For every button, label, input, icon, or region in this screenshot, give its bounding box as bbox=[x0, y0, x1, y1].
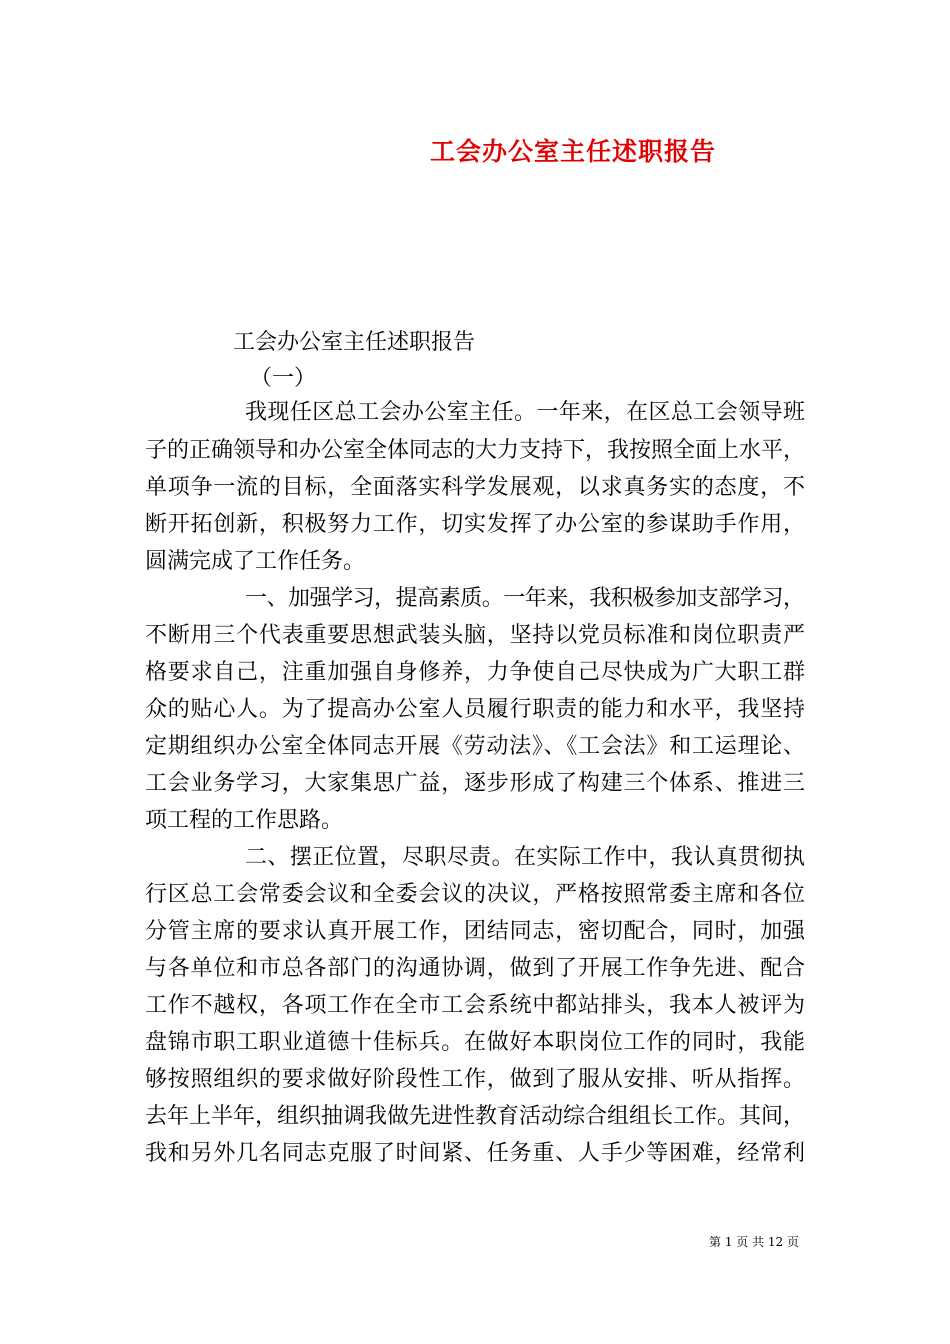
text-line: 分管主席的要求认真开展工作，团结同志，密切配合，同时，加强 bbox=[145, 919, 806, 944]
text-line: 工作不越权，各项工作在全市工会系统中都站排头，我本人被评为 bbox=[145, 993, 806, 1018]
text-line: 我现任区总工会办公室主任。一年来，在区总工会领导班 bbox=[245, 400, 806, 425]
text-line: 格要求自己，注重加强自身修养，力争使自己尽快成为广大职工群 bbox=[145, 660, 806, 685]
text-line: 圆满完成了工作任务。 bbox=[145, 549, 366, 574]
text-line: 与各单位和市总各部门的沟通协调，做到了开展工作争先进、配合 bbox=[145, 956, 806, 981]
text-line: 行区总工会常委会议和全委会议的决议，严格按照常委主席和各位 bbox=[145, 882, 806, 907]
text-line: 一、加强学习，提高素质。一年来，我积极参加支部学习， bbox=[245, 586, 805, 611]
text-line: 项工程的工作思路。 bbox=[145, 808, 344, 833]
text-line: 我和另外几名同志克服了时间紧、任务重、人手少等困难，经常利 bbox=[145, 1141, 806, 1166]
text-line: 工会业务学习，大家集思广益，逐步形成了构建三个体系、推进三 bbox=[145, 771, 806, 796]
text-line: 不断用三个代表重要思想武装头脑，坚持以党员标准和岗位职责严 bbox=[145, 623, 806, 648]
page-title: 工会办公室主任述职报告 bbox=[430, 137, 717, 166]
text-line: 单项争一流的目标，全面落实科学发展观，以求真务实的态度，不 bbox=[145, 475, 806, 500]
document-subheading: （一） bbox=[250, 366, 317, 391]
page-footer: 第 1 页 共 12 页 bbox=[709, 1235, 799, 1249]
text-line: 众的贴心人。为了提高办公室人员履行职责的能力和水平，我坚持 bbox=[145, 697, 806, 722]
text-line: 盘锦市职工职业道德十佳标兵。在做好本职岗位工作的同时，我能 bbox=[145, 1030, 806, 1055]
text-line: 够按照组织的要求做好阶段性工作，做到了服从安排、听从指挥。 bbox=[145, 1067, 806, 1092]
document-heading: 工会办公室主任述职报告 bbox=[233, 330, 476, 355]
text-line: 去年上半年，组织抽调我做先进性教育活动综合组组长工作。其间， bbox=[145, 1104, 805, 1129]
text-line: 定期组织办公室全体同志开展《劳动法》、《工会法》和工运理论、 bbox=[145, 734, 806, 759]
text-line: 断开拓创新，积极努力工作，切实发挥了办公室的参谋助手作用， bbox=[145, 512, 806, 537]
text-line: 子的正确领导和办公室全体同志的大力支持下，我按照全面上水平， bbox=[145, 438, 805, 463]
text-line: 二、摆正位置，尽职尽责。在实际工作中，我认真贯彻执 bbox=[245, 845, 806, 870]
